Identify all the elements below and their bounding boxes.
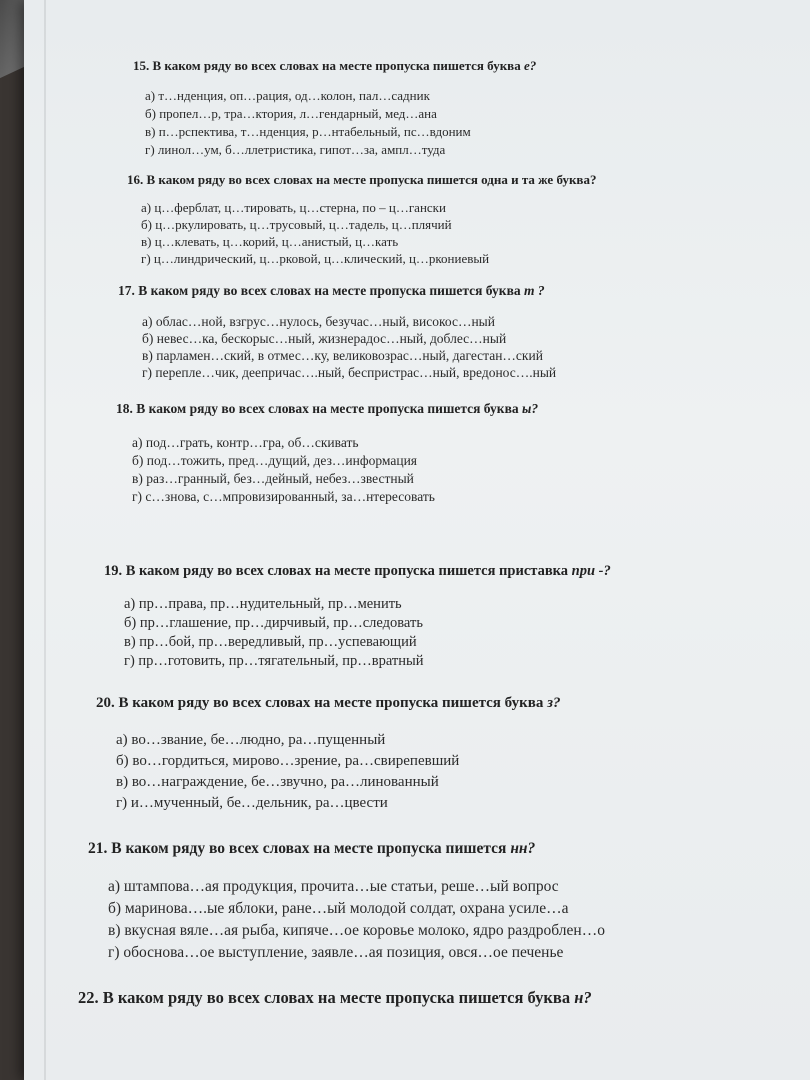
question-mark: е? [523, 58, 537, 73]
option-a[interactable]: а) пр…права, пр…нудительный, пр…менить [124, 596, 402, 612]
option-list [116, 730, 560, 814]
question-21 [88, 840, 605, 964]
option-c[interactable]: в) во…награждение, бе…звучно, ра…линованный [116, 774, 439, 790]
option-d[interactable]: г) обоснова…ое выступление, заявле…ая позиция, овся…ое печенье [108, 944, 564, 961]
question-number: 21. [88, 840, 108, 857]
question-title [104, 563, 611, 580]
question-number: 16. [127, 172, 144, 187]
question-number: 22. [78, 988, 99, 1007]
option-d[interactable]: г) линол…ум, б…ллетристика, гипот…за, ампл…туда [145, 142, 446, 157]
option-d[interactable]: г) пр…готовить, пр…тягательный, пр…вратный [124, 653, 424, 669]
question-text: В каком ряду во всех словах на месте пропуска пишется буква [118, 695, 544, 711]
question-title [133, 58, 536, 74]
question-text: В каком ряду во всех словах на месте пропуска пишется буква [102, 988, 571, 1007]
option-c[interactable]: в) п…рспектива, т…нденция, р…нтабельный, пс…вдоним [145, 124, 471, 139]
question-title [78, 988, 592, 1008]
question-19 [104, 563, 611, 671]
option-list [141, 199, 596, 267]
option-d[interactable]: г) с…знова, с…мпровизированный, за…нтересовать [132, 489, 435, 504]
question-number: 15. [133, 58, 150, 73]
question-16 [127, 172, 596, 267]
option-a[interactable]: а) во…звание, бе…людно, ра…пущенный [116, 732, 386, 748]
question-mark: ы? [522, 401, 539, 416]
question-number: 20. [96, 695, 115, 711]
question-20 [96, 695, 560, 814]
option-b[interactable]: б) во…гордиться, мирово…зрение, ра…свирепевший [116, 753, 460, 769]
question-text: В каком ряду во всех словах на месте пропуска пишется [111, 840, 507, 857]
question-mark: н? [574, 988, 592, 1007]
option-c[interactable]: в) вкусная вяле…ая рыба, кипяче…ое коровье молоко, ядро раздроблен…о [108, 922, 605, 939]
option-c[interactable]: в) парламен…ский, в отмес…ку, великовозрас…ный, дагестан…ский [142, 348, 543, 363]
option-b[interactable]: б) ц…ркулировать, ц…трусовый, ц…тадель, ц…плячий [141, 217, 452, 232]
question-17 [118, 283, 556, 381]
option-b[interactable]: б) под…тожить, пред…дущий, дез…информация [132, 453, 418, 468]
question-text: В каком ряду во всех словах на месте пропуска пишется приставка [125, 563, 569, 579]
question-text: В каком ряду во всех словах на месте пропуска пишется буква [136, 401, 519, 416]
question-mark: з? [547, 695, 561, 711]
question-15 [133, 58, 536, 159]
question-number: 19. [104, 563, 123, 579]
question-22 [78, 988, 592, 1008]
option-list [132, 434, 538, 506]
question-mark: нн? [510, 840, 536, 857]
option-d[interactable]: г) и…мученный, бе…дельник, ра…цвести [116, 795, 388, 811]
option-a[interactable]: а) штампова…ая продукция, прочита…ые статьи, реше…ый вопрос [108, 878, 559, 895]
option-list [145, 87, 536, 159]
question-title [118, 283, 556, 299]
question-text: В каком ряду во всех словах на месте пропуска пишется буква [152, 58, 521, 73]
option-c[interactable]: в) раз…гранный, без…дейный, небез…звестный [132, 471, 414, 486]
question-text: В каком ряду во всех словах на месте пропуска пишется одна и та же буква? [146, 172, 597, 187]
option-list [124, 595, 611, 671]
option-a[interactable]: а) под…грать, контр…гра, об…скивать [132, 435, 359, 450]
option-a[interactable]: а) ц…ферблат, ц…тировать, ц…стерна, по – ц…гански [141, 200, 446, 215]
question-mark: при -? [571, 563, 611, 579]
option-c[interactable]: в) ц…клевать, ц…корий, ц…анистый, ц…кать [141, 234, 399, 249]
question-title [127, 172, 596, 188]
option-b[interactable]: б) невес…ка, бескорыс…ный, жизнерадос…ный, доблес…ный [142, 331, 507, 346]
question-title [96, 695, 560, 712]
question-number: 17. [118, 283, 135, 298]
question-title [116, 401, 538, 417]
option-list [142, 313, 556, 381]
option-d[interactable]: г) перепле…чик, деепричас….ный, беспристрас…ный, вредонос….ный [142, 365, 557, 380]
option-b[interactable]: б) пропел…р, тра…ктория, л…гендарный, мед…ана [145, 106, 437, 121]
question-mark: т ? [524, 283, 545, 298]
question-number: 18. [116, 401, 133, 416]
option-b[interactable]: б) пр…глашение, пр…дирчивый, пр…следовать [124, 615, 423, 631]
option-list [108, 876, 605, 964]
option-c[interactable]: в) пр…бой, пр…вередливый, пр…успевающий [124, 634, 417, 650]
option-b[interactable]: б) маринова….ые яблоки, ране…ый молодой солдат, охрана усиле…а [108, 900, 569, 917]
question-18 [116, 401, 538, 506]
question-text: В каком ряду во всех словах на месте пропуска пишется буква [138, 283, 521, 298]
option-a[interactable]: а) т…нденция, оп…рация, од…колон, пал…садник [145, 88, 430, 103]
question-title [88, 840, 605, 858]
option-a[interactable]: а) облас…ной, взгрус…нулось, безучас…ный, високос…ный [142, 314, 495, 329]
page-edge [44, 0, 46, 1080]
option-d[interactable]: г) ц…линдрический, ц…рковой, ц…клический, ц…ркониевый [141, 251, 490, 266]
